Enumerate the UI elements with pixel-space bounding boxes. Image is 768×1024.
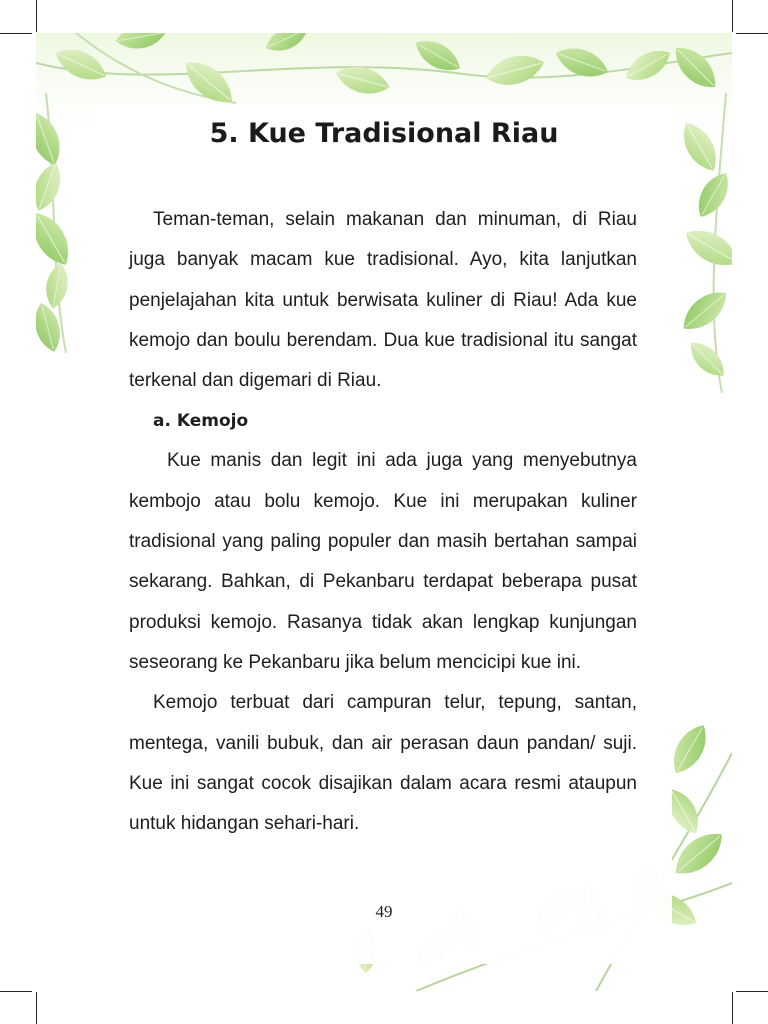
crop-mark-icon [0,991,32,992]
crop-mark-icon [0,33,32,34]
page-number: 49 [375,902,393,921]
crop-mark-icon [732,992,733,1024]
kemojo-paragraph-2: Kemojo terbuat dari campuran telur, tepung, santan, mentega, vanili bubuk, dan air perasan daun pandan/ suji. Kue ini sangat cocok disajikan dalam acara resmi ataupun untuk hidangan sehari-hari. [129,692,637,835]
section-heading: a. Kemojo [153,411,249,432]
crop-mark-icon [736,991,768,992]
crop-mark-icon [36,0,37,32]
chapter-title: 5. Kue Tradisional Riau [209,118,559,149]
body-text [129,200,637,844]
kemojo-paragraph-1: Kue manis dan legit ini ada juga yang menyebutnya kembojo atau bolu kemojo. Kue ini merupakan kuliner tradisional yang paling populer dan masih bertahan sampai sekarang. Bahkan, di Pekanbaru terdapat beberapa pusat produksi kemojo. Rasanya tidak akan lengkap kunjungan seseorang ke Pekanbaru jika belum mencicipi kue ini. [129,450,637,673]
crop-mark-icon [736,33,768,34]
intro-paragraph: Teman-teman, selain makanan dan minuman, di Riau juga banyak macam kue tradisional. Ayo, kita lanjutkan penjelajahan kita untuk berwisata kuliner di Riau! Ada kue kemojo dan boulu berendam. Dua kue tradisional itu sangat terkenal dan digemari di Riau. [129,209,637,392]
crop-mark-icon [732,0,733,32]
crop-mark-icon [36,992,37,1024]
